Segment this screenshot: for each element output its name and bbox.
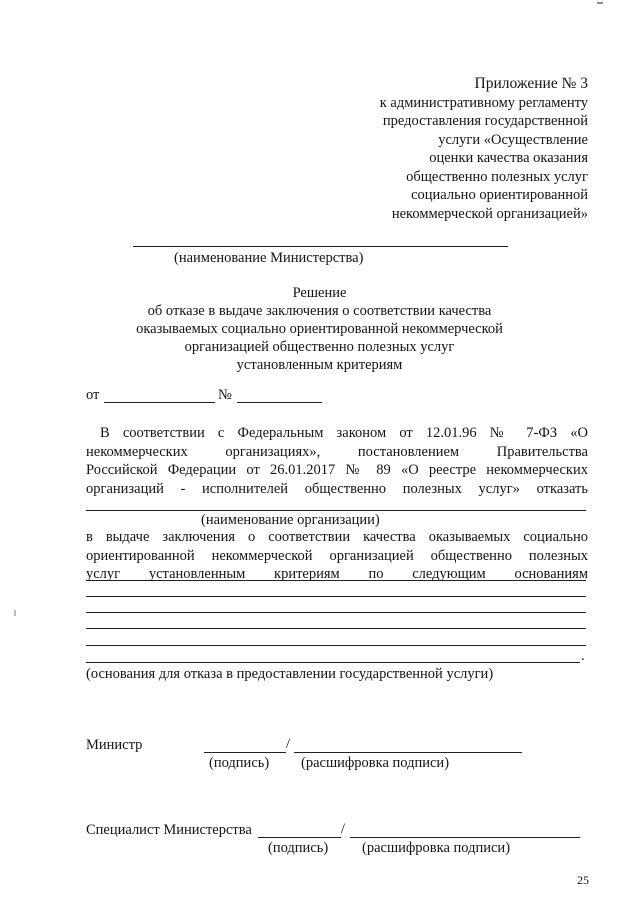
decision-title: Решение (292, 285, 347, 301)
minister-decode-caption: (расшифровка подписи) (301, 755, 450, 771)
reasons-field[interactable] (86, 580, 586, 581)
main-paragraph (86, 424, 588, 498)
organization-caption: (наименование организации) (201, 512, 380, 528)
ministry-caption: (наименование Министерства) (174, 250, 364, 266)
appendix-title: Приложение № 3 (474, 75, 588, 92)
paragraph-line: некоммерческих организациях», постановлением Правительства (86, 443, 588, 460)
continuation-line: услуг установленным критериям по следующим основаниям (86, 566, 588, 582)
appendix-line: социально ориентированной (411, 187, 588, 203)
decision-subtitle-line: установленным критериям (236, 357, 403, 373)
decision-subtitle-line: оказываемых социально ориентированной некоммерческой (136, 321, 503, 337)
ministry-name-field[interactable] (133, 246, 508, 247)
specialist-sign-caption: (подпись) (268, 840, 329, 856)
minister-slash: / (286, 736, 291, 752)
appendix-line: оценки качества оказания (429, 150, 588, 166)
specialist-label: Специалист Министерства (86, 822, 252, 838)
reasons-caption: (основания для отказа в предоставлении государственной услуги) (86, 666, 494, 682)
reasons-field[interactable] (86, 596, 586, 597)
number-field[interactable] (237, 402, 322, 403)
specialist-decode-caption: (расшифровка подписи) (362, 840, 511, 856)
specialist-signature-field[interactable] (258, 837, 341, 838)
scan-mark (14, 610, 16, 616)
paragraph-line: организаций - исполнителей общественно полезных услуг» отказать (86, 480, 588, 497)
specialist-slash: / (341, 821, 346, 837)
reasons-end-period: . (581, 648, 585, 664)
minister-name-field[interactable] (294, 752, 522, 753)
appendix-line: некоммерческой организацией» (391, 205, 588, 222)
paragraph-line: Российской Федерации от 26.01.2017 № 89 «О реестре некоммерческих (86, 462, 588, 478)
specialist-name-field[interactable] (350, 837, 580, 838)
decision-subtitle-line: организацией общественно полезных услуг (184, 339, 455, 355)
continuation-line: ориентированной некоммерческой организацией общественно полезных (86, 547, 588, 564)
page-number: 25 (577, 873, 589, 887)
paragraph-line: В соответствии с Федеральным законом от 12.01.96 № 7-ФЗ «О (100, 425, 588, 441)
appendix-line: предоставления государственной (382, 113, 588, 129)
reasons-field[interactable] (86, 612, 586, 613)
continuation-paragraph (86, 528, 588, 584)
date-label: от (86, 387, 100, 403)
organization-name-field[interactable] (86, 510, 586, 511)
appendix-line: общественно полезных услуг (406, 168, 588, 185)
continuation-line: в выдаче заключения о соответствии качества оказываемых социально (86, 529, 588, 545)
reasons-field[interactable] (86, 645, 586, 646)
number-label: № (218, 387, 232, 403)
scan-mark (597, 2, 603, 4)
appendix-line: услуги «Осуществление (438, 131, 588, 148)
minister-label: Министр (86, 737, 143, 753)
minister-signature-field[interactable] (204, 752, 286, 753)
appendix-line: к административному регламенту (379, 94, 588, 111)
decision-subtitle-line: об отказе в выдаче заключения о соответствии качества (147, 303, 492, 319)
reasons-field[interactable] (86, 662, 580, 663)
minister-sign-caption: (подпись) (209, 755, 270, 771)
reasons-field[interactable] (86, 628, 586, 629)
date-field[interactable] (104, 402, 215, 403)
appendix-header (380, 75, 588, 223)
